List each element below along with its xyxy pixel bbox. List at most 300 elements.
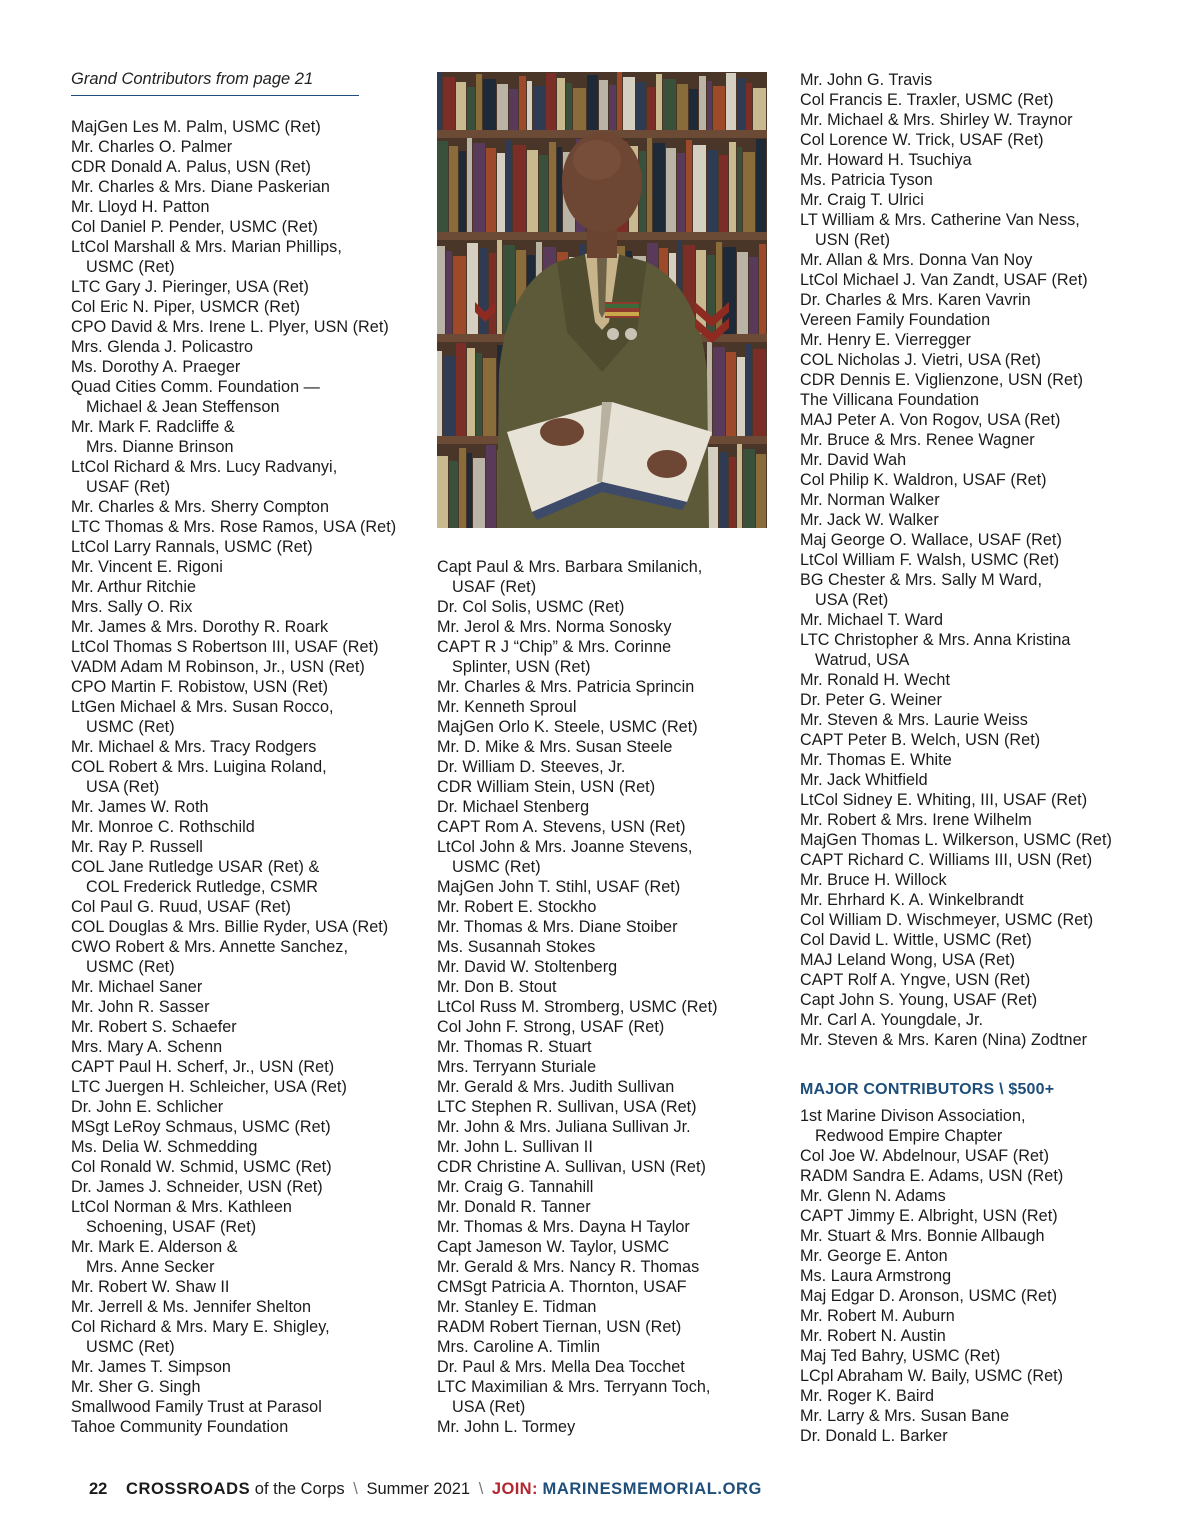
contributor-entry bbox=[800, 530, 1140, 550]
contributor-entry bbox=[800, 350, 1140, 370]
contributor-entry bbox=[437, 877, 777, 897]
contributor-name: Mr. Henry E. Vierregger bbox=[800, 331, 971, 349]
contributor-name: Dr. Michael Stenberg bbox=[437, 798, 590, 816]
contributor-entry bbox=[437, 637, 777, 677]
contributor-entry bbox=[71, 1417, 421, 1437]
contributor-entry bbox=[800, 1426, 1140, 1446]
contributors-column-2 bbox=[437, 557, 777, 1437]
contributor-name-continued: COL Frederick Rutledge, CSMR bbox=[86, 878, 318, 896]
contributor-name: Mrs. Glenda J. Policastro bbox=[71, 338, 254, 356]
contributor-entry bbox=[800, 770, 1140, 790]
contributor-name: Mr. John L. Tormey bbox=[437, 1418, 576, 1436]
contributor-name: Mr. Jack W. Walker bbox=[800, 511, 939, 529]
contributor-name: Mr. Robert E. Stockho bbox=[437, 898, 597, 916]
contributor-entry bbox=[800, 1366, 1140, 1386]
contributor-name: Ms. Dorothy A. Praeger bbox=[71, 358, 241, 376]
contributor-entry bbox=[800, 290, 1140, 310]
contributor-entry bbox=[437, 1417, 777, 1437]
contributor-name: Dr. Paul & Mrs. Mella Dea Tocchet bbox=[437, 1358, 685, 1376]
contributor-entry bbox=[437, 1257, 777, 1277]
contributor-entry bbox=[800, 1010, 1140, 1030]
contributor-name: Mr. Thomas & Mrs. Diane Stoiber bbox=[437, 918, 678, 936]
issue-label: Summer 2021 bbox=[366, 1480, 471, 1498]
contributor-entry bbox=[437, 1237, 777, 1257]
contributor-name-continued: Mrs. Dianne Brinson bbox=[86, 438, 234, 456]
contributor-entry bbox=[800, 870, 1140, 890]
contributor-entry bbox=[800, 690, 1140, 710]
contributor-entry bbox=[437, 597, 777, 617]
contributor-entry bbox=[800, 1306, 1140, 1326]
contributor-name: Maj Ted Bahry, USMC (Ret) bbox=[800, 1347, 1001, 1365]
contributor-entry bbox=[437, 717, 777, 737]
contributor-name: Mr. Donald R. Tanner bbox=[437, 1198, 591, 1216]
contributor-name: Mr. Don B. Stout bbox=[437, 978, 557, 996]
contributor-name: Mrs. Terryann Sturiale bbox=[437, 1058, 597, 1076]
contributor-name: CDR Christine A. Sullivan, USN (Ret) bbox=[437, 1158, 706, 1176]
contributor-entry bbox=[71, 817, 421, 837]
contributor-name: MSgt LeRoy Schmaus, USMC (Ret) bbox=[71, 1118, 331, 1136]
contributor-name-continued: Splinter, USN (Ret) bbox=[452, 658, 591, 676]
contributor-name: CDR William Stein, USN (Ret) bbox=[437, 778, 656, 796]
contributor-name: Mr. Mark F. Radcliffe & bbox=[71, 418, 235, 436]
contributor-entry bbox=[800, 1286, 1140, 1306]
contributor-name: MAJ Leland Wong, USA (Ret) bbox=[800, 951, 1016, 969]
contributor-entry bbox=[800, 110, 1140, 130]
contributor-name: Mr. Thomas R. Stuart bbox=[437, 1038, 592, 1056]
contributor-name: Mr. Monroe C. Rothschild bbox=[71, 818, 255, 836]
contributor-name: Mr. Thomas E. White bbox=[800, 751, 952, 769]
contributor-name: LtCol Marshall & Mrs. Marian Phillips, bbox=[71, 238, 342, 256]
contributor-entry bbox=[800, 250, 1140, 270]
contributor-entry bbox=[437, 1137, 777, 1157]
contributor-entry bbox=[71, 1237, 421, 1277]
contributor-name: Mr. Arthur Ritchie bbox=[71, 578, 197, 596]
contributor-name: LtCol Richard & Mrs. Lucy Radvanyi, bbox=[71, 458, 338, 476]
contributor-entry bbox=[71, 577, 421, 597]
contributor-entry bbox=[800, 610, 1140, 630]
contributor-name: MajGen Les M. Palm, USMC (Ret) bbox=[71, 118, 321, 136]
footer-separator: \ bbox=[353, 1480, 358, 1498]
contributors-column-3 bbox=[800, 70, 1140, 1446]
contributor-name: CAPT Rolf A. Yngve, USN (Ret) bbox=[800, 971, 1031, 989]
contributor-name: CAPT Richard C. Williams III, USN (Ret) bbox=[800, 851, 1093, 869]
contributor-name: RADM Sandra E. Adams, USN (Ret) bbox=[800, 1167, 1064, 1185]
contributor-entry bbox=[71, 237, 421, 277]
contributor-name-continued: USA (Ret) bbox=[86, 778, 160, 796]
major-contributors-list bbox=[800, 1106, 1140, 1446]
contributor-entry bbox=[800, 1166, 1140, 1186]
contributor-entry bbox=[71, 1037, 421, 1057]
contributor-name: LCpl Abraham W. Baily, USMC (Ret) bbox=[800, 1367, 1064, 1385]
contributor-entry bbox=[437, 1317, 777, 1337]
contributor-name: Smallwood Family Trust at Parasol bbox=[71, 1398, 322, 1416]
contributor-name-continued: USMC (Ret) bbox=[86, 1338, 175, 1356]
contributor-entry bbox=[800, 470, 1140, 490]
contributor-name: Mr. Michael & Mrs. Tracy Rodgers bbox=[71, 738, 317, 756]
contributor-entry bbox=[800, 130, 1140, 150]
contributor-name: Mr. Craig T. Ulrici bbox=[800, 191, 924, 209]
contributor-entry bbox=[800, 950, 1140, 970]
contributor-name: Mr. Robert S. Schaefer bbox=[71, 1018, 237, 1036]
contributor-name: Mr. Roger K. Baird bbox=[800, 1387, 935, 1405]
contributor-entry bbox=[71, 637, 421, 657]
contributor-name: Mr. David W. Stoltenberg bbox=[437, 958, 618, 976]
contributor-entry bbox=[71, 1117, 421, 1137]
marine-reading-book-photo bbox=[437, 72, 767, 528]
contributor-name: LtCol John & Mrs. Joanne Stevens, bbox=[437, 838, 693, 856]
contributor-name: Mr. Jack Whitfield bbox=[800, 771, 928, 789]
contributor-entry bbox=[800, 910, 1140, 930]
contributor-name: Mr. Bruce H. Willock bbox=[800, 871, 947, 889]
contributor-name: Col John F. Strong, USAF (Ret) bbox=[437, 1018, 665, 1036]
contributor-entry bbox=[71, 657, 421, 677]
contributor-entry bbox=[800, 1386, 1140, 1406]
contributor-entry bbox=[800, 850, 1140, 870]
contributor-name: Mr. Michael T. Ward bbox=[800, 611, 944, 629]
contributor-name: Ms. Patricia Tyson bbox=[800, 171, 933, 189]
contributor-entry bbox=[437, 757, 777, 777]
contributor-entry bbox=[71, 1097, 421, 1117]
contributor-name: Mr. Vincent E. Rigoni bbox=[71, 558, 223, 576]
contributor-entry bbox=[437, 897, 777, 917]
contributor-name: Maj George O. Wallace, USAF (Ret) bbox=[800, 531, 1062, 549]
contributor-entry bbox=[71, 537, 421, 557]
contributor-entry bbox=[71, 1377, 421, 1397]
contributor-entry bbox=[800, 1406, 1140, 1426]
contributor-name: Mr. James & Mrs. Dorothy R. Roark bbox=[71, 618, 329, 636]
contributor-entry bbox=[437, 1277, 777, 1297]
contributor-name: Dr. Peter G. Weiner bbox=[800, 691, 942, 709]
contributor-name: Mr. Charles O. Palmer bbox=[71, 138, 233, 156]
contributor-name: Mr. Charles & Mrs. Diane Paskerian bbox=[71, 178, 330, 196]
contributor-entry bbox=[437, 917, 777, 937]
contributor-entry bbox=[71, 937, 421, 977]
contributor-name-continued: USAF (Ret) bbox=[86, 478, 171, 496]
contributor-entry bbox=[437, 617, 777, 637]
contributor-name-continued: USN (Ret) bbox=[815, 231, 891, 249]
contributor-entry bbox=[800, 1030, 1140, 1050]
contributor-name: LTC Gary J. Pieringer, USA (Ret) bbox=[71, 278, 309, 296]
contributor-name: CAPT R J “Chip” & Mrs. Corinne bbox=[437, 638, 672, 656]
contributor-name: LtCol Thomas S Robertson III, USAF (Ret) bbox=[71, 638, 379, 656]
contributor-entry bbox=[800, 430, 1140, 450]
contributor-name: Quad Cities Comm. Foundation — bbox=[71, 378, 320, 396]
contributor-entry bbox=[800, 70, 1140, 90]
contributor-name: Mr. Kenneth Sproul bbox=[437, 698, 577, 716]
contributor-name: Mr. John & Mrs. Juliana Sullivan Jr. bbox=[437, 1118, 691, 1136]
contributor-name: VADM Adam M Robinson, Jr., USN (Ret) bbox=[71, 658, 365, 676]
contributor-entry bbox=[437, 817, 777, 837]
contributor-entry bbox=[437, 977, 777, 997]
contributor-entry bbox=[71, 217, 421, 237]
contributor-entry bbox=[71, 897, 421, 917]
contributor-name-continued: USMC (Ret) bbox=[452, 858, 541, 876]
contributor-entry bbox=[437, 1197, 777, 1217]
contributor-name-continued: USMC (Ret) bbox=[86, 958, 175, 976]
contributor-entry bbox=[800, 450, 1140, 470]
contributor-name: CPO Martin F. Robistow, USN (Ret) bbox=[71, 678, 329, 696]
contributor-entry bbox=[437, 837, 777, 877]
contributor-name-continued: Michael & Jean Steffenson bbox=[86, 398, 280, 416]
contributor-name: Vereen Family Foundation bbox=[800, 311, 991, 329]
contributor-entry bbox=[71, 697, 421, 737]
contributor-name: Mr. Charles & Mrs. Patricia Sprincin bbox=[437, 678, 695, 696]
contributor-entry bbox=[800, 1106, 1140, 1146]
contributor-name: Col Lorence W. Trick, USAF (Ret) bbox=[800, 131, 1044, 149]
contributor-entry bbox=[437, 1297, 777, 1317]
contributor-name-continued: USAF (Ret) bbox=[452, 578, 537, 596]
contributor-entry bbox=[800, 630, 1140, 670]
contributor-name: Mr. Larry & Mrs. Susan Bane bbox=[800, 1407, 1010, 1425]
contributor-entry bbox=[437, 797, 777, 817]
contributor-name-continued: USA (Ret) bbox=[452, 1398, 526, 1416]
contributor-entry bbox=[437, 1377, 777, 1417]
contributor-entry bbox=[437, 777, 777, 797]
contributor-name: LtCol Norman & Mrs. Kathleen bbox=[71, 1198, 292, 1216]
contributor-entry bbox=[71, 837, 421, 857]
contributor-name: Dr. William D. Steeves, Jr. bbox=[437, 758, 626, 776]
contributor-entry bbox=[71, 677, 421, 697]
contributor-name: Mr. George E. Anton bbox=[800, 1247, 948, 1265]
footer-separator: \ bbox=[478, 1480, 484, 1498]
grand-contributors-list-cont bbox=[800, 70, 1140, 1050]
contributors-column-1 bbox=[71, 117, 421, 1437]
contributor-name: Mr. Ray P. Russell bbox=[71, 838, 203, 856]
contributor-name: Mr. D. Mike & Mrs. Susan Steele bbox=[437, 738, 673, 756]
contributor-name: Col William D. Wischmeyer, USMC (Ret) bbox=[800, 911, 1094, 929]
contributor-name-continued: Watrud, USA bbox=[815, 651, 910, 669]
contributor-entry bbox=[71, 117, 421, 137]
contributor-entry bbox=[800, 990, 1140, 1010]
contributor-entry bbox=[800, 730, 1140, 750]
contributor-entry bbox=[71, 1157, 421, 1177]
contributor-name: LTC Maximilian & Mrs. Terryann Toch, bbox=[437, 1378, 711, 1396]
contributor-entry bbox=[800, 510, 1140, 530]
contributor-entry bbox=[437, 1077, 777, 1097]
contributor-entry bbox=[800, 1346, 1140, 1366]
contributor-entry bbox=[71, 797, 421, 817]
contributor-entry bbox=[71, 917, 421, 937]
page-number: 22 bbox=[89, 1480, 108, 1498]
contributor-entry bbox=[71, 417, 421, 457]
contributor-name: Col Eric N. Piper, USMCR (Ret) bbox=[71, 298, 301, 316]
contributor-entry bbox=[71, 377, 421, 417]
contributor-name: Mr. Robert M. Auburn bbox=[800, 1307, 955, 1325]
contributor-name: Maj Edgar D. Aronson, USMC (Ret) bbox=[800, 1287, 1058, 1305]
contributor-name: COL Douglas & Mrs. Billie Ryder, USA (Ret) bbox=[71, 918, 389, 936]
contributor-entry bbox=[800, 1326, 1140, 1346]
contributor-name: Mrs. Caroline A. Timlin bbox=[437, 1338, 601, 1356]
contributor-entry bbox=[71, 177, 421, 197]
contributor-name: Tahoe Community Foundation bbox=[71, 1418, 289, 1436]
contributor-name: Mr. John R. Sasser bbox=[71, 998, 210, 1016]
contributor-name: Mr. Michael & Mrs. Shirley W. Traynor bbox=[800, 111, 1073, 129]
contributor-entry bbox=[800, 970, 1140, 990]
contributor-name: LtCol Michael J. Van Zandt, USAF (Ret) bbox=[800, 271, 1088, 289]
contributor-entry bbox=[800, 330, 1140, 350]
contributor-name: LtCol William F. Walsh, USMC (Ret) bbox=[800, 551, 1060, 569]
contributor-name: Mr. John L. Sullivan II bbox=[437, 1138, 593, 1156]
contributor-name: Mr. Steven & Mrs. Laurie Weiss bbox=[800, 711, 1028, 729]
contributor-name: CAPT Paul H. Scherf, Jr., USN (Ret) bbox=[71, 1058, 335, 1076]
contributor-entry bbox=[800, 930, 1140, 950]
contributor-name: Mr. Jerrell & Ms. Jennifer Shelton bbox=[71, 1298, 312, 1316]
join-label: JOIN: bbox=[491, 1480, 538, 1498]
contributor-name: Col Ronald W. Schmid, USMC (Ret) bbox=[71, 1158, 332, 1176]
contributor-entry bbox=[71, 1297, 421, 1317]
contributor-name: Mr. Craig G. Tannahill bbox=[437, 1178, 594, 1196]
contributor-name: Mr. Glenn N. Adams bbox=[800, 1187, 946, 1205]
contributor-entry bbox=[800, 1226, 1140, 1246]
contributor-entry bbox=[437, 1097, 777, 1117]
contributor-name: The Villicana Foundation bbox=[800, 391, 980, 409]
contributor-entry bbox=[437, 1037, 777, 1057]
contributor-name-continued: Schoening, USAF (Ret) bbox=[86, 1218, 257, 1236]
contributor-entry bbox=[800, 1186, 1140, 1206]
contributor-entry bbox=[437, 1157, 777, 1177]
contributor-entry bbox=[437, 1337, 777, 1357]
contributor-entry bbox=[71, 157, 421, 177]
contributor-entry bbox=[71, 457, 421, 497]
contributor-name: LTC Stephen R. Sullivan, USA (Ret) bbox=[437, 1098, 697, 1116]
contributor-entry bbox=[71, 357, 421, 377]
contributor-name: Dr. John E. Schlicher bbox=[71, 1098, 224, 1116]
contributor-name: Col Richard & Mrs. Mary E. Shigley, bbox=[71, 1318, 330, 1336]
contributor-entry bbox=[437, 697, 777, 717]
contributor-entry bbox=[71, 1197, 421, 1237]
contributor-name-continued: USMC (Ret) bbox=[86, 258, 175, 276]
contributor-name: Mr. Ehrhard K. A. Winkelbrandt bbox=[800, 891, 1024, 909]
website-link[interactable]: MARINESMEMORIAL.ORG bbox=[542, 1480, 762, 1498]
contributor-entry bbox=[71, 977, 421, 997]
contributor-entry bbox=[71, 737, 421, 757]
contributor-entry bbox=[71, 997, 421, 1017]
contributor-entry bbox=[800, 390, 1140, 410]
contributor-entry bbox=[437, 1217, 777, 1237]
contributor-name: Ms. Delia W. Schmedding bbox=[71, 1138, 258, 1156]
contributor-entry bbox=[800, 710, 1140, 730]
contributor-name: Mr. David Wah bbox=[800, 451, 907, 469]
contributor-entry bbox=[71, 1017, 421, 1037]
contributor-entry bbox=[800, 410, 1140, 430]
contributor-name: Mr. Ronald H. Wecht bbox=[800, 671, 950, 689]
contributor-name: COL Nicholas J. Vietri, USA (Ret) bbox=[800, 351, 1041, 369]
contributor-name: Ms. Laura Armstrong bbox=[800, 1267, 952, 1285]
contributor-name: Mr. Stuart & Mrs. Bonnie Allbaugh bbox=[800, 1227, 1045, 1245]
contributor-entry bbox=[71, 1397, 421, 1417]
contributor-entry bbox=[71, 1277, 421, 1297]
contributor-name: Mr. Allan & Mrs. Donna Van Noy bbox=[800, 251, 1033, 269]
contributor-name: Dr. James J. Schneider, USN (Ret) bbox=[71, 1178, 323, 1196]
contributor-entry bbox=[800, 830, 1140, 850]
contributor-entry bbox=[71, 857, 421, 897]
contributor-name: BG Chester & Mrs. Sally M Ward, bbox=[800, 571, 1043, 589]
contributor-entry bbox=[800, 670, 1140, 690]
contributor-name: Mr. Charles & Mrs. Sherry Compton bbox=[71, 498, 330, 516]
contributor-entry bbox=[800, 1246, 1140, 1266]
publication-name: CROSSROADS bbox=[125, 1480, 251, 1498]
page-footer bbox=[89, 1478, 762, 1500]
contributor-name: Col Paul G. Ruud, USAF (Ret) bbox=[71, 898, 292, 916]
contributor-entry bbox=[800, 810, 1140, 830]
contributor-name: Capt Jameson W. Taylor, USMC bbox=[437, 1238, 670, 1256]
column-header: Grand Contributors from page 21 bbox=[71, 68, 359, 96]
contributor-name: Mr. Gerald & Mrs. Judith Sullivan bbox=[437, 1078, 675, 1096]
contributor-name: Col David L. Wittle, USMC (Ret) bbox=[800, 931, 1032, 949]
major-contributors-heading: MAJOR CONTRIBUTORS \ $500+ bbox=[800, 1081, 1055, 1098]
contributor-name: Mrs. Sally O. Rix bbox=[71, 598, 193, 616]
contributor-name: Mr. Bruce & Mrs. Renee Wagner bbox=[800, 431, 1035, 449]
contributor-entry bbox=[71, 1177, 421, 1197]
publication-suffix: of the Corps bbox=[250, 1480, 345, 1498]
contributor-name: COL Robert & Mrs. Luigina Roland, bbox=[71, 758, 327, 776]
contributor-entry bbox=[437, 957, 777, 977]
contributor-name: Mr. Robert N. Austin bbox=[800, 1327, 946, 1345]
contributor-name: MajGen John T. Stihl, USAF (Ret) bbox=[437, 878, 681, 896]
contributor-entry bbox=[800, 150, 1140, 170]
contributor-name: CAPT Jimmy E. Albright, USN (Ret) bbox=[800, 1207, 1058, 1225]
contributor-name: LtCol Russ M. Stromberg, USMC (Ret) bbox=[437, 998, 718, 1016]
contributor-name: Mr. John G. Travis bbox=[800, 71, 933, 89]
contributor-name: CWO Robert & Mrs. Annette Sanchez, bbox=[71, 938, 348, 956]
contributor-name: CDR Donald A. Palus, USN (Ret) bbox=[71, 158, 311, 176]
contributor-name: MajGen Thomas L. Wilkerson, USMC (Ret) bbox=[800, 831, 1112, 849]
contributor-name: Mr. James T. Simpson bbox=[71, 1358, 231, 1376]
contributor-name: CAPT Rom A. Stevens, USN (Ret) bbox=[437, 818, 686, 836]
contributor-name: Mrs. Mary A. Schenn bbox=[71, 1038, 223, 1056]
contributor-name: Col Joe W. Abdelnour, USAF (Ret) bbox=[800, 1147, 1050, 1165]
contributor-entry bbox=[437, 1057, 777, 1077]
contributor-name: CDR Dennis E. Viglienzone, USN (Ret) bbox=[800, 371, 1084, 389]
contributor-name: Ms. Susannah Stokes bbox=[437, 938, 596, 956]
contributor-entry bbox=[71, 1057, 421, 1077]
contributor-entry bbox=[71, 317, 421, 337]
contributor-entry bbox=[800, 1146, 1140, 1166]
contributor-name: LtGen Michael & Mrs. Susan Rocco, bbox=[71, 698, 334, 716]
contributor-name: Dr. Col Solis, USMC (Ret) bbox=[437, 598, 625, 616]
contributor-name: LtCol Larry Rannals, USMC (Ret) bbox=[71, 538, 313, 556]
contributor-entry bbox=[800, 90, 1140, 110]
contributor-name: CPO David & Mrs. Irene L. Plyer, USN (Ret) bbox=[71, 318, 389, 336]
contributor-entry bbox=[71, 617, 421, 637]
contributor-entry bbox=[71, 517, 421, 537]
contributor-entry bbox=[71, 757, 421, 797]
contributor-name: LTC Christopher & Mrs. Anna Kristina bbox=[800, 631, 1071, 649]
contributor-name: Mr. Howard H. Tsuchiya bbox=[800, 151, 972, 169]
contributor-entry bbox=[800, 170, 1140, 190]
contributor-entry bbox=[71, 197, 421, 217]
contributor-name: MajGen Orlo K. Steele, USMC (Ret) bbox=[437, 718, 698, 736]
contributor-name: Capt John S. Young, USAF (Ret) bbox=[800, 991, 1038, 1009]
contributor-entry bbox=[71, 1357, 421, 1377]
contributor-name: Mr. Mark E. Alderson & bbox=[71, 1238, 238, 1256]
contributor-entry bbox=[71, 337, 421, 357]
contributor-name: Mr. Robert & Mrs. Irene Wilhelm bbox=[800, 811, 1032, 829]
contributor-entry bbox=[437, 937, 777, 957]
contributor-entry bbox=[800, 210, 1140, 250]
contributor-name: Mr. Norman Walker bbox=[800, 491, 940, 509]
contributor-name-continued: USMC (Ret) bbox=[86, 718, 175, 736]
contributor-entry bbox=[71, 597, 421, 617]
contributor-name: LtCol Sidney E. Whiting, III, USAF (Ret) bbox=[800, 791, 1088, 809]
contributor-entry bbox=[437, 677, 777, 697]
contributor-entry bbox=[800, 270, 1140, 290]
contributor-name: Mr. Sher G. Singh bbox=[71, 1378, 201, 1396]
contributor-entry bbox=[800, 310, 1140, 330]
contributor-name: CAPT Peter B. Welch, USN (Ret) bbox=[800, 731, 1041, 749]
contributor-name: Dr. Charles & Mrs. Karen Vavrin bbox=[800, 291, 1031, 309]
contributor-name-continued: Redwood Empire Chapter bbox=[815, 1127, 1003, 1145]
